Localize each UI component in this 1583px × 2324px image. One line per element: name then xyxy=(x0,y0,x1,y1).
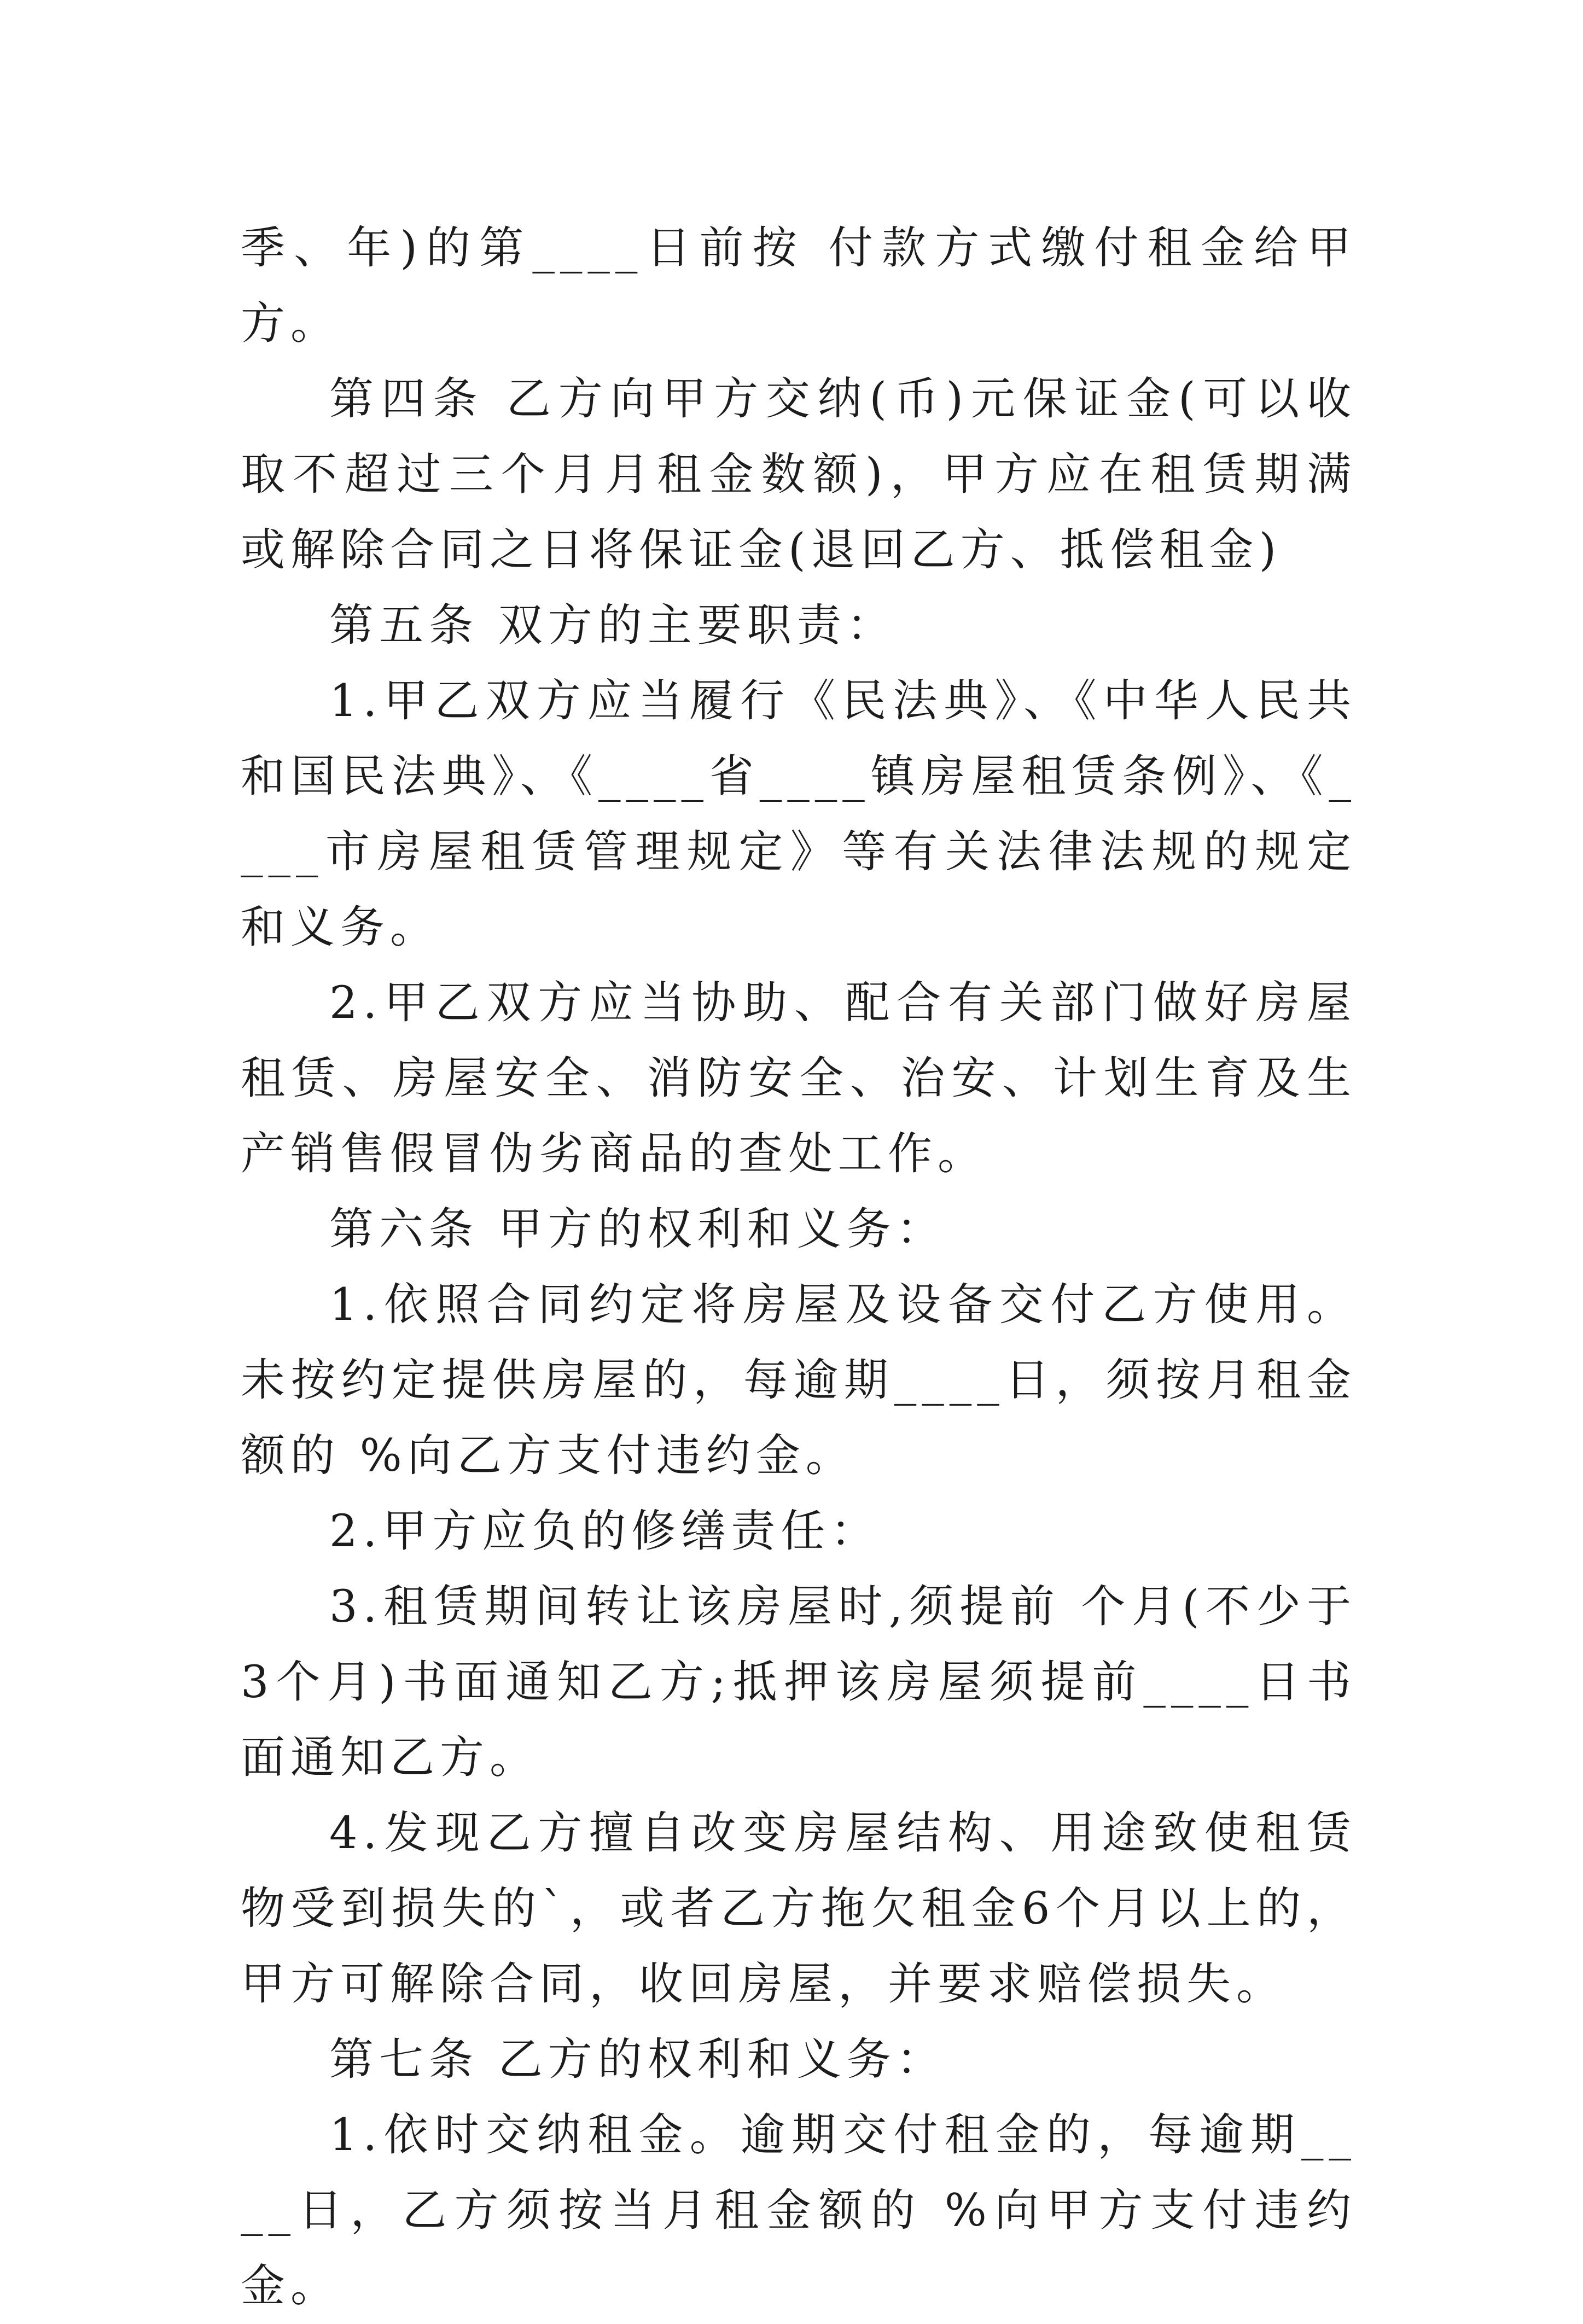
paragraph-article-6-item-2: 2.甲方应负的修缮责任： xyxy=(329,1506,881,1557)
paragraph-article-6-heading: 第六条 甲方的权利和义务： xyxy=(329,1204,946,1255)
paragraph-article-4: 第四条 乙方向甲方交纳(币)元保证金(可以收取不超过三个月月租金数额)，甲方应在租赁期满或解除合同之日将保证金(退回乙方、抵偿租金) xyxy=(241,374,1357,576)
paragraph-article-5-heading: 第五条 双方的主要职责： xyxy=(329,600,897,651)
paragraph-article-6-item-4: 4.发现乙方擅自改变房屋结构、用途致使租赁物受到损失的`，或者乙方拖欠租金6个月以上的，甲方可解除合同，收回房屋，并要求赔偿损失。 xyxy=(241,1808,1357,2010)
paragraph-article-6-item-3: 3.租赁期间转让该房屋时,须提前 个月(不少于3个月)书面通知乙方;抵押该房屋须提前____日书面通知乙方。 xyxy=(241,1581,1357,1784)
paragraph-continuation: 季、年)的第____日前按 付款方式缴付租金给甲方。 xyxy=(241,223,1357,350)
document-body xyxy=(241,211,1357,2324)
paragraph-article-7-heading: 第七条 乙方的权利和义务： xyxy=(329,2034,946,2086)
paragraph-article-5-item-1: 1.甲乙双方应当履行《民法典》、《中华人民共和国民法典》、《____省____镇房屋租赁条例》、《____市房屋租赁管理规定》等有关法律法规的规定和义务。 xyxy=(241,675,1357,953)
paragraph-article-5-item-2: 2.甲乙双方应当协助、配合有关部门做好房屋租赁、房屋安全、消防安全、治安、计划生育及生产销售假冒伪劣商品的查处工作。 xyxy=(241,977,1357,1180)
paragraph-article-6-item-1: 1.依照合同约定将房屋及设备交付乙方使用。未按约定提供房屋的，每逾期____日，须按月租金额的 %向乙方支付违约金。 xyxy=(241,1279,1357,1482)
paragraph-article-7-item-1: 1.依时交纳租金。逾期交付租金的，每逾期____日，乙方须按当月租金额的 %向甲方支付违约金。 xyxy=(241,2110,1357,2312)
